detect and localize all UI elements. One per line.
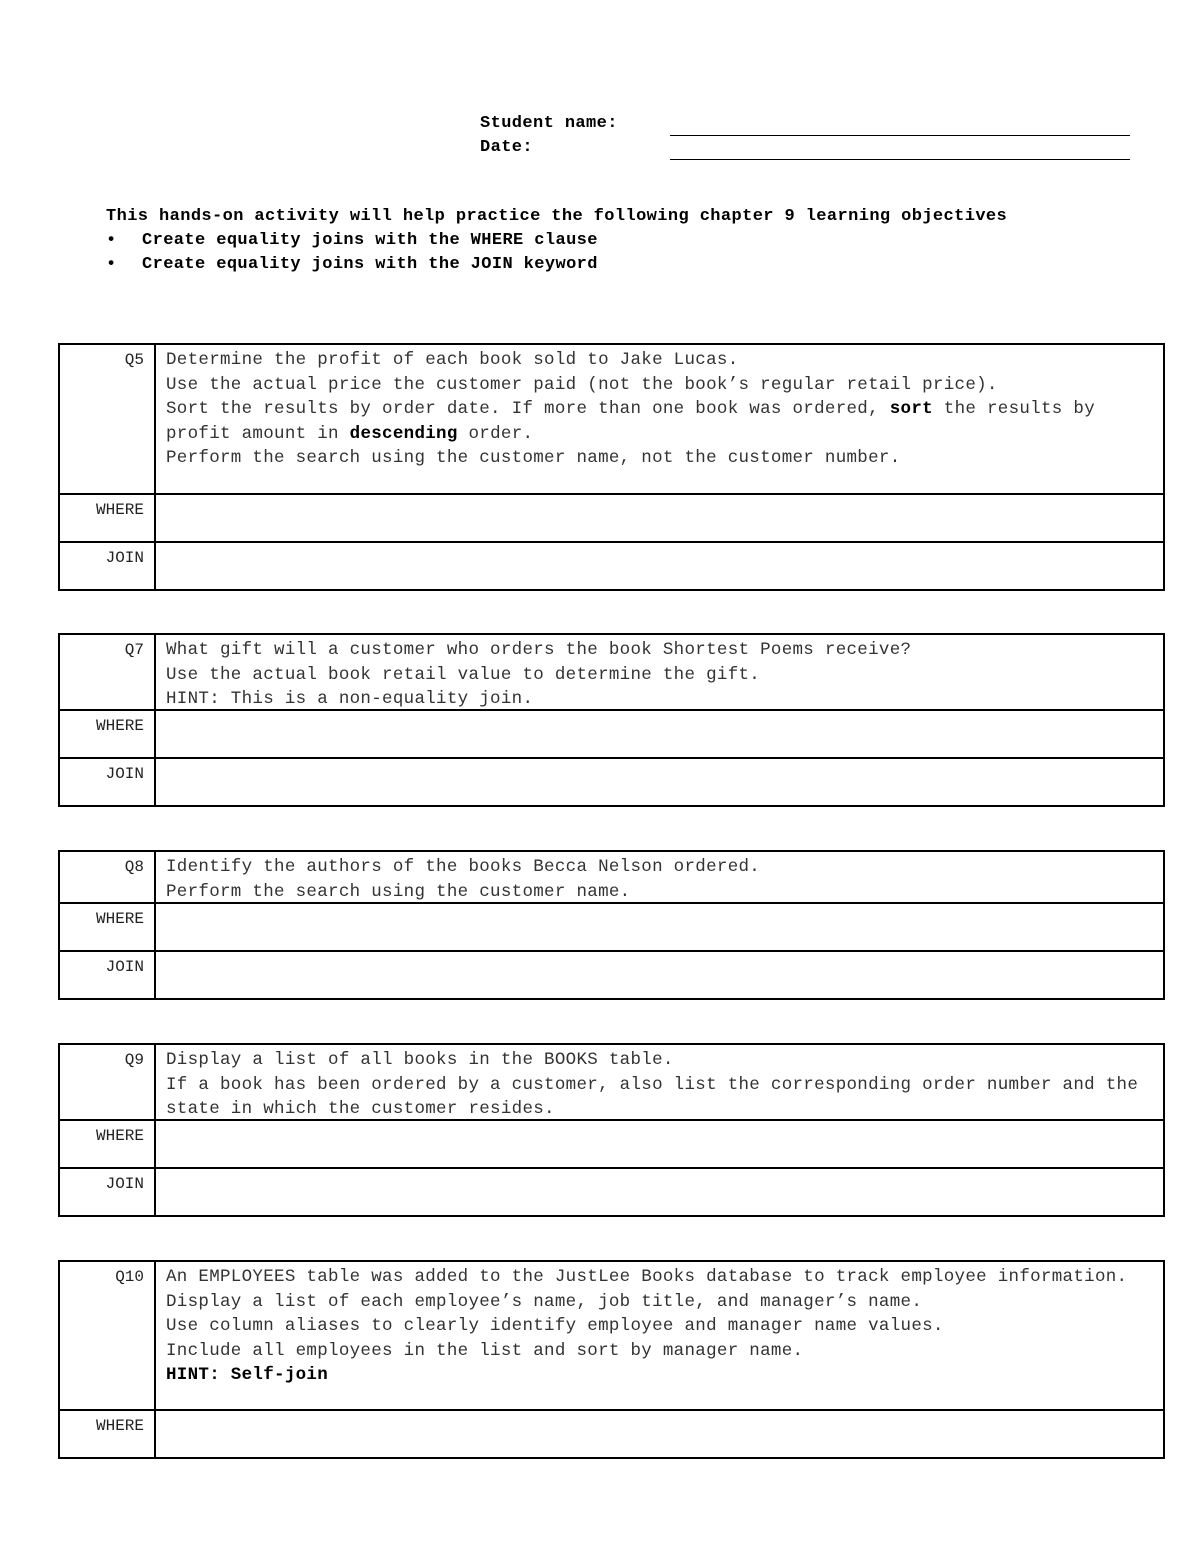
question-line: If a book has been ordered by a customer, also list the corresponding order number and the state in which the customer resides. bbox=[166, 1074, 1149, 1119]
date-label: Date: bbox=[480, 138, 534, 157]
answer-field-join[interactable] bbox=[156, 543, 1163, 589]
question-text bbox=[156, 345, 1163, 493]
question-text bbox=[156, 852, 1163, 902]
question-line: Display a list of all books in the BOOKS table. bbox=[166, 1050, 674, 1070]
objective-text: Create equality joins with the JOIN keyword bbox=[142, 255, 598, 274]
objective-text: Create equality joins with the WHERE clause bbox=[142, 231, 598, 250]
emphasis-descending: descending bbox=[349, 423, 458, 444]
question-label: Q10 bbox=[60, 1262, 156, 1409]
answer-row-join bbox=[60, 1167, 1163, 1215]
answer-field-join[interactable] bbox=[156, 952, 1163, 998]
question-table-q9 bbox=[58, 1043, 1165, 1217]
answer-label: JOIN bbox=[60, 952, 156, 998]
question-table-q7 bbox=[58, 633, 1165, 807]
answer-field-where[interactable] bbox=[156, 1411, 1163, 1457]
question-row bbox=[60, 852, 1163, 902]
date-line[interactable] bbox=[670, 159, 1130, 160]
intro-heading: This hands-on activity will help practice the following chapter 9 learning objectives bbox=[106, 207, 1008, 226]
answer-field-where[interactable] bbox=[156, 1121, 1163, 1167]
question-line-part: order. bbox=[468, 423, 534, 444]
answer-field-where[interactable] bbox=[156, 711, 1163, 757]
question-line: Use column aliases to clearly identify employee and manager name values. bbox=[166, 1316, 944, 1336]
question-label: Q9 bbox=[60, 1045, 156, 1119]
question-table-q8 bbox=[58, 850, 1165, 1000]
question-line: Use the actual book retail value to determine the gift. bbox=[166, 664, 761, 685]
answer-row-join bbox=[60, 950, 1163, 998]
question-text bbox=[156, 1262, 1163, 1409]
question-line: What gift will a customer who orders the book Shortest Poems receive? bbox=[166, 640, 912, 660]
answer-field-where[interactable] bbox=[156, 495, 1163, 541]
student-name-line[interactable] bbox=[670, 135, 1130, 136]
question-row bbox=[60, 1045, 1163, 1119]
question-line: Determine the profit of each book sold to Jake Lucas. bbox=[166, 350, 739, 370]
answer-label: WHERE bbox=[60, 1411, 156, 1457]
answer-row-join bbox=[60, 757, 1163, 805]
question-label: Q5 bbox=[60, 345, 156, 493]
question-label: Q7 bbox=[60, 635, 156, 709]
question-line-part: Sort the results by order date. If more than one book was ordered, bbox=[166, 399, 879, 419]
student-header bbox=[480, 114, 618, 162]
answer-row-where bbox=[60, 709, 1163, 757]
answer-row-where bbox=[60, 1409, 1163, 1457]
question-line: Perform the search using the customer name. bbox=[166, 881, 631, 902]
answer-field-join[interactable] bbox=[156, 759, 1163, 805]
answer-row-where bbox=[60, 1119, 1163, 1167]
question-line: Identify the authors of the books Becca Nelson ordered. bbox=[166, 857, 761, 877]
objective-item bbox=[106, 253, 1096, 277]
bullet-icon: • bbox=[106, 231, 117, 250]
answer-label: WHERE bbox=[60, 495, 156, 541]
emphasis-sort: sort bbox=[889, 399, 933, 419]
question-line: An EMPLOYEES table was added to the JustLee Books database to track employee information. bbox=[166, 1267, 1128, 1287]
answer-label: WHERE bbox=[60, 711, 156, 757]
question-row bbox=[60, 1262, 1163, 1409]
question-table-q5 bbox=[58, 343, 1165, 591]
intro-section bbox=[106, 205, 1096, 277]
question-line: Display a list of each employee’s name, job title, and manager’s name. bbox=[166, 1291, 923, 1312]
question-line: Use the actual price the customer paid (not the book’s regular retail price). bbox=[166, 374, 998, 395]
question-line bbox=[166, 397, 1151, 446]
date-row bbox=[480, 138, 618, 162]
objective-item bbox=[106, 229, 1096, 253]
question-line-part: the results by profit amount in bbox=[166, 399, 1106, 444]
answer-row-where bbox=[60, 902, 1163, 950]
answer-label: JOIN bbox=[60, 543, 156, 589]
question-text bbox=[156, 1045, 1163, 1119]
answer-label: JOIN bbox=[60, 759, 156, 805]
answer-row-where bbox=[60, 493, 1163, 541]
objectives-list bbox=[106, 229, 1096, 277]
question-line: HINT: This is a non-equality join. bbox=[166, 689, 534, 709]
answer-field-where[interactable] bbox=[156, 904, 1163, 950]
answer-label: WHERE bbox=[60, 1121, 156, 1167]
question-hint bbox=[166, 1363, 1151, 1388]
answer-label: WHERE bbox=[60, 904, 156, 950]
question-line: Perform the search using the customer name, not the customer number. bbox=[166, 448, 901, 468]
question-table-q10 bbox=[58, 1260, 1165, 1459]
answer-field-join[interactable] bbox=[156, 1169, 1163, 1215]
question-line: Include all employees in the list and sort by manager name. bbox=[166, 1340, 804, 1361]
answer-label: JOIN bbox=[60, 1169, 156, 1215]
question-row bbox=[60, 345, 1163, 493]
bullet-icon: • bbox=[106, 255, 117, 274]
question-row bbox=[60, 635, 1163, 709]
question-text bbox=[156, 635, 1163, 709]
student-name-label: Student name: bbox=[480, 114, 618, 133]
student-name-row bbox=[480, 114, 618, 138]
question-label: Q8 bbox=[60, 852, 156, 902]
hint-text: HINT: Self-join bbox=[166, 1365, 329, 1385]
answer-row-join bbox=[60, 541, 1163, 589]
